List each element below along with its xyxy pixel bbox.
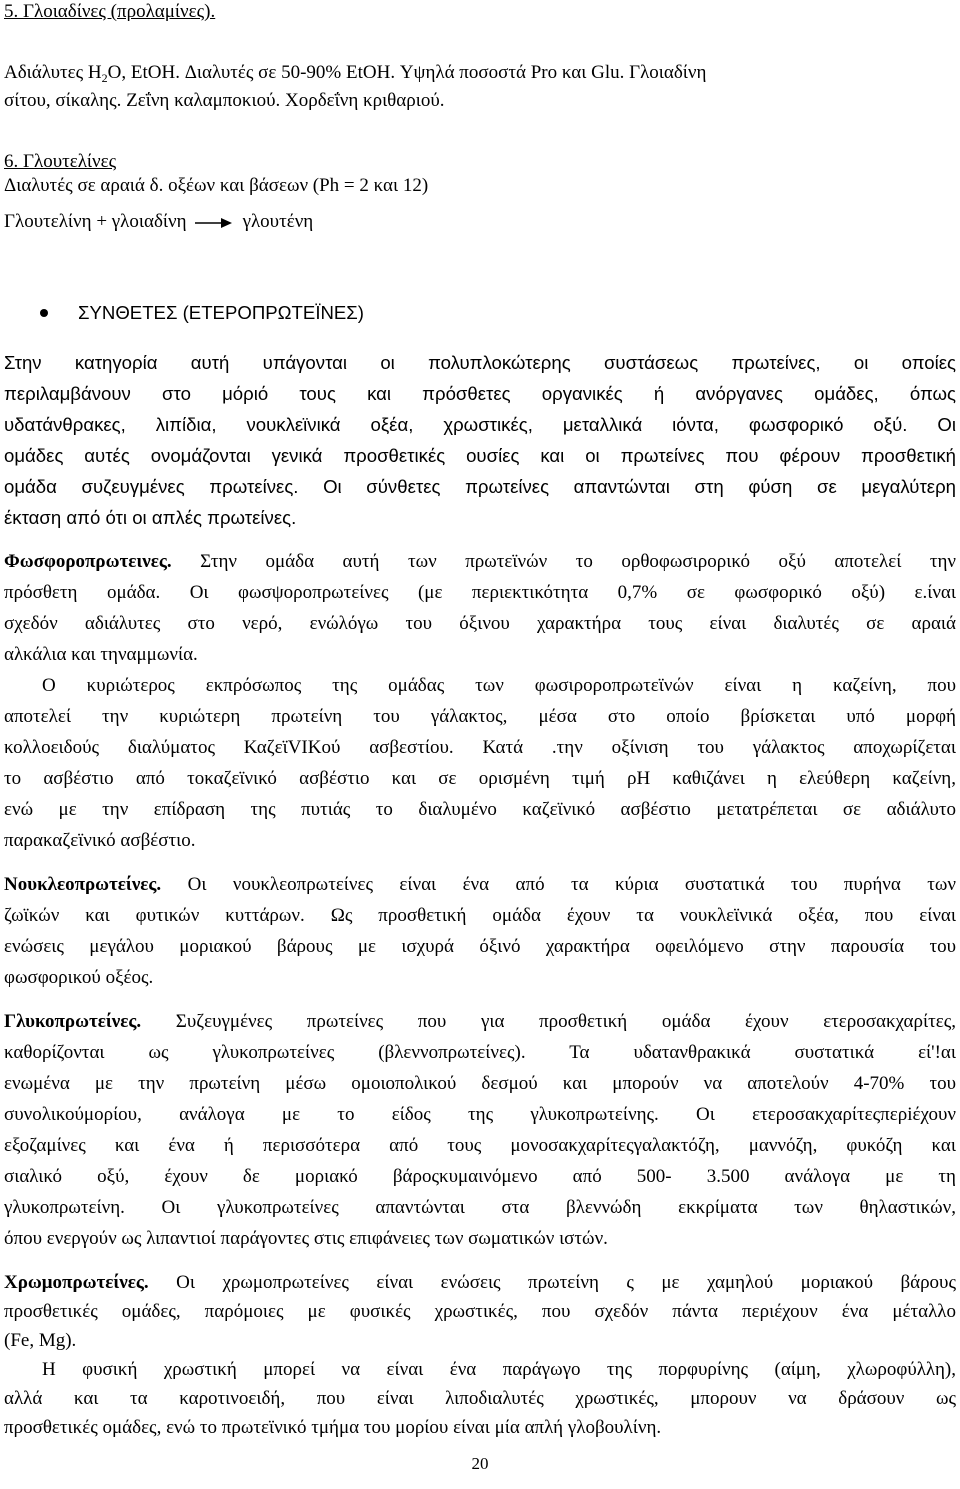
phospho-line-2: πρόσθετη ομάδα. Οι φωσψοροπρωτείνες (με περιεκτικότητα 0,7% σε φωσφορικό οξύ) ε.ίναι [4, 582, 956, 603]
chromo-para2-line-1: Η φυσική χρωστική μπορεί να είναι ένα παράγωγο της πορφυρίνης (αίμη, χλωροφύλλη), [42, 1359, 956, 1380]
glyco-line-1-rest: Συζευγμένες πρωτείνες που για προσθετική ομάδα έχουν ετεροσακχαρίτες, [141, 1011, 956, 1032]
phospho-para2-line-5: ενώ με την επίδραση της πυτιάς το διαλυμένο καζεϊνικό ασβέστιο μετατρέπεται σε αδιάλυτο [4, 799, 956, 820]
section-5-heading [4, 0, 215, 24]
phospho-line-3: σχεδόν αδιάλυτες στο νερό, ενώλόγω του όξινου χαρακτήρα τους είναι διαλυτές σε αραιά [4, 613, 956, 634]
glyco-line-5: εξοζαμίνες και ένα ή περισσότερα από τους μονοσακχαρίτεςγαλακτόζη, μαννόζη, φυκόζη και [4, 1135, 956, 1156]
section-5-line-1-a: Αδιάλυτες H [4, 62, 102, 83]
glyco-line-7: γλυκοπρωτείνη. Οι γλυκοπρωτείνες απαντώνται στα βλεννώδη εκκρίματα των θηλαστικών, [4, 1197, 956, 1218]
nucleo-line-4: φωσφορικού οξέος. [4, 967, 154, 988]
phospho-para2-line-6: παρακαζεϊνικό ασβέστιο. [4, 830, 196, 851]
page-number: 20 [471, 1454, 489, 1473]
bullet-icon [40, 309, 48, 317]
phospho-line-4: αλκάλια και τηναμμωνία. [4, 644, 198, 665]
compound-line-1: Στην κατηγορία αυτή υπάγονται οι πολυπλοκώτερης συστάσεως πρωτείνες, οι οποίες [4, 352, 956, 373]
chromo-para2-line-3: προσθετικές ομάδες, ενώ το πρωτεϊνικό τμήμα του μορίου είναι μία απλή γλοβουλίνη. [4, 1417, 662, 1438]
compound-line-5: ομάδα συζευγμένες πρωτείνες. Οι σύνθετες πρωτείνες απαντώνται στη φύση σε μεγαλύτερη [4, 476, 956, 497]
compound-line-6: έκταση από ότι οι απλές πρωτείνες. [4, 507, 297, 528]
subscript: 2 [101, 71, 108, 85]
nucleo-line-3: ενώσεις μεγάλου μοριακού βάρους με ισχυρά όξινό χαρακτήρα οφειλόμενο στην παρουσία του [4, 936, 956, 957]
glyco-line-2: καθορίζονται ως γλυκοπρωτείνες (βλεννοπρωτείνες). Τα υδατανθρακικά συστατικά εί'!αι [4, 1042, 956, 1063]
section-6-line-1: Διαλυτές σε αραιά δ. οξέων και βάσεων (Ph = 2 και 12) [4, 175, 429, 196]
phospho-line-1-rest: Στην ομάδα αυτή των πρωτεϊνών το ορθοφωσιρορικό οξύ αποτελεί την [171, 551, 956, 572]
nucleo-line-1-rest: Οι νουκλεοπρωτείνες είναι ένα από τα κύρια συστατικά του πυρήνα των [161, 874, 956, 895]
glyco-line-4: συνολικούμορίου, ανάλογα με το είδος της γλυκοπρωτείνης. Οι ετεροσακχαρίτεςπερiέχουν [4, 1104, 956, 1125]
chromo-para2-line-2: αλλά και τα καροτινοειδή, που είναι λιποδιαλυτές χρωστικές, μπορουν να δράσουν ως [4, 1388, 956, 1409]
reaction-reactants: Γλουτελίνη + γλοιαδίνη [4, 211, 187, 232]
document-page [4, 0, 956, 1489]
compound-line-4: ομάδες αυτές ονομάζονται γενικά προσθετικές ουσίες και οι πρωτείνες που φέρουν προσθετική [4, 445, 956, 466]
reaction-product: γλουτένη [242, 211, 314, 232]
section-6-line-2 [4, 210, 313, 234]
phospho-line-1 [4, 550, 956, 574]
compound-line-3: υδατάνθρακες, λιπίδια, νουκλεϊνικά οξέα, χρωστικές, μεταλλικά ιόντα, φωσφορικό οξύ. Οι [4, 414, 956, 435]
phospho-para2-line-4: το ασβέστιο από τοκαζεϊνικό ασβέστιο και σε ορισμένη τιμή ρΗ καθιζάνει η ελεύθερη καζείνη, [4, 768, 956, 789]
section-5-line-1 [4, 61, 706, 86]
phospho-para2-line-1: Ο κυριώτερος εκπρόσωπος της ομάδας των φωσιροροπρωτεϊνών είναι η καζείνη, που [42, 675, 956, 696]
compound-line-2: περιλαμβάνουν στο μόριό τους και πρόσθετες οργανικές ή ανόργανες ομάδες, όπως [4, 383, 956, 404]
nucleo-title: Νουκλεοπρωτείνες. [4, 874, 162, 895]
glyco-line-3: ενωμένα με την πρωτείνη μέσω ομοιοπολικού δεσμού και μπορούν να αποτελούν 4-70% του [4, 1073, 956, 1094]
chromo-line-3: (Fe, Mg). [4, 1330, 77, 1351]
section-6-heading [4, 150, 116, 174]
section-5-line-2: σίτου, σίκαλης. Ζεΐνη καλαμποκιού. Χορδεΐνη κριθαριού. [4, 90, 445, 111]
right-arrow-icon [193, 216, 233, 230]
nucleo-line-2: ζωϊκών και φυτικών κυττάρων. Ως προσθετική ομάδα έχουν τα νουκλεϊνικά οξέα, που είναι [4, 905, 956, 926]
glyco-line-6: σιαλικό οξύ, έχουν δε μοριακό βάροςκυμαινόμενο από 500- 3.500 ανάλογα με τη [4, 1166, 956, 1187]
chromo-line-2: προσθετικές ομάδες, παρόμοιες με φυσικές χρωστικές, που σχεδόν πάντα περιέχουν ένα μέταλλο [4, 1301, 956, 1322]
chromo-title: Χρωμοπρωτείνες. [4, 1272, 149, 1293]
glyco-line-1 [4, 1010, 956, 1034]
section-6-heading-text: 6. Γλουτελίνες [4, 151, 117, 172]
section-5-line-1-b: O, EtOH. Διαλυτές σε 50-90% EtOH. Υψηλά ποσοστά Pro και Glu. Γλοιαδίνη [107, 62, 707, 83]
chromo-line-1-rest: Οι χρωμοπρωτείνες είναι ενώσεις πρωτείνη ς με χαμηλού μοριακού βάρους [148, 1272, 956, 1293]
glyco-line-8: όπου ενεργούν ως λιπαντιoί παράγοντες στις επιφάνειες των σωματικών ιστών. [4, 1228, 608, 1249]
section-5-heading-text: 5. Γλοιαδίνες (προλαμίνες). [4, 1, 216, 22]
compound-heading: ΣΥΝΘΕΤΕΣ (ΕΤΕΡΟΠΡΩΤΕΪΝΕΣ) [78, 302, 364, 323]
phospho-title: Φωσφοροπρωτεινες. [4, 551, 172, 572]
glyco-title: Γλυκοπρωτείνες. [4, 1011, 142, 1032]
phospho-para2-line-2: αποτελεί την κυριώτερη πρωτείνη του γάλακτος, μέσα στο οποίο βρίσκεται υπό μορφή [4, 706, 956, 727]
phospho-para2-line-3: κολλοειδούς διαλύματος ΚαζεϊVIΚού ασβεστίου. Κατά .την οξίνιση του γάλακτος αποχωρίζεται [4, 737, 956, 758]
chromo-line-1 [4, 1271, 956, 1295]
nucleo-line-1 [4, 873, 956, 897]
